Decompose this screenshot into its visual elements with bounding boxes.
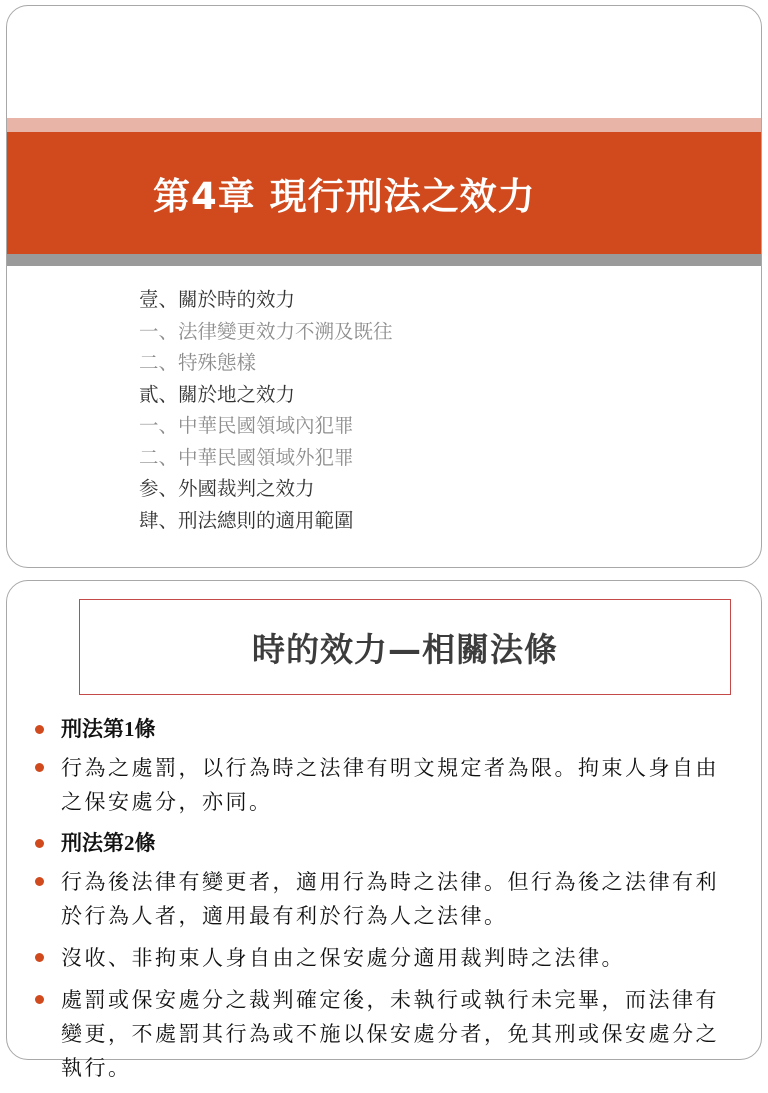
slide-1	[6, 5, 762, 568]
bullet-item	[35, 713, 735, 745]
bullet-text: 刑法第1條	[61, 717, 156, 741]
slide-2	[6, 580, 762, 1080]
bullet-dot-icon	[35, 953, 44, 962]
bullet-text: 沒收、非拘束人身自由之保安處分適用裁判時之法律。	[61, 946, 625, 970]
chapter-outline	[139, 284, 393, 536]
outline-item: 参、外國裁判之效力	[139, 477, 315, 500]
bullet-text: 處罰或保安處分之裁判確定後，未執行或執行未完畢，而法律有變更，不處罰其行為或不施以保安處分者，免其刑或保安處分之執行。	[61, 988, 719, 1080]
outline-item: 二、中華民國領域外犯罪	[139, 445, 354, 469]
outline-item: 壹、關於時的效力	[139, 288, 296, 311]
title-stripe-bottom	[7, 254, 761, 266]
bullet-dot-icon	[35, 839, 44, 848]
bullet-dot-icon	[35, 763, 44, 772]
chapter-title: 第4章 現行刑法之效力	[153, 175, 536, 218]
bullet-item	[35, 983, 735, 1085]
slide-title: 時的效力—相關法條	[252, 629, 558, 669]
slide-title-box	[79, 599, 731, 695]
bullet-item	[35, 751, 735, 819]
bullet-dot-icon	[35, 725, 44, 734]
outline-item: 肆、刑法總則的適用範圍	[139, 508, 354, 532]
bullet-dot-icon	[35, 877, 44, 886]
outline-item: 一、中華民國領域內犯罪	[139, 414, 354, 437]
bullet-item	[35, 827, 735, 859]
bullet-text: 行為之處罰，以行為時之法律有明文規定者為限。拘束人身自由之保安處分，亦同。	[61, 756, 719, 814]
outline-item: 二、特殊態樣	[139, 351, 257, 374]
bullet-dot-icon	[35, 995, 44, 1004]
title-band	[7, 132, 761, 254]
bullet-list	[35, 713, 735, 1093]
bullet-item	[35, 865, 735, 933]
bullet-text: 行為後法律有變更者，適用行為時之法律。但行為後之法律有利於行為人者，適用最有利於行為人之法律。	[61, 870, 719, 928]
title-stripe-top	[7, 118, 761, 132]
outline-item: 一、法律變更效力不溯及既往	[139, 319, 393, 343]
bullet-text: 刑法第2條	[61, 831, 156, 855]
bullet-item	[35, 941, 735, 975]
outline-item: 貳、關於地之效力	[139, 382, 296, 406]
